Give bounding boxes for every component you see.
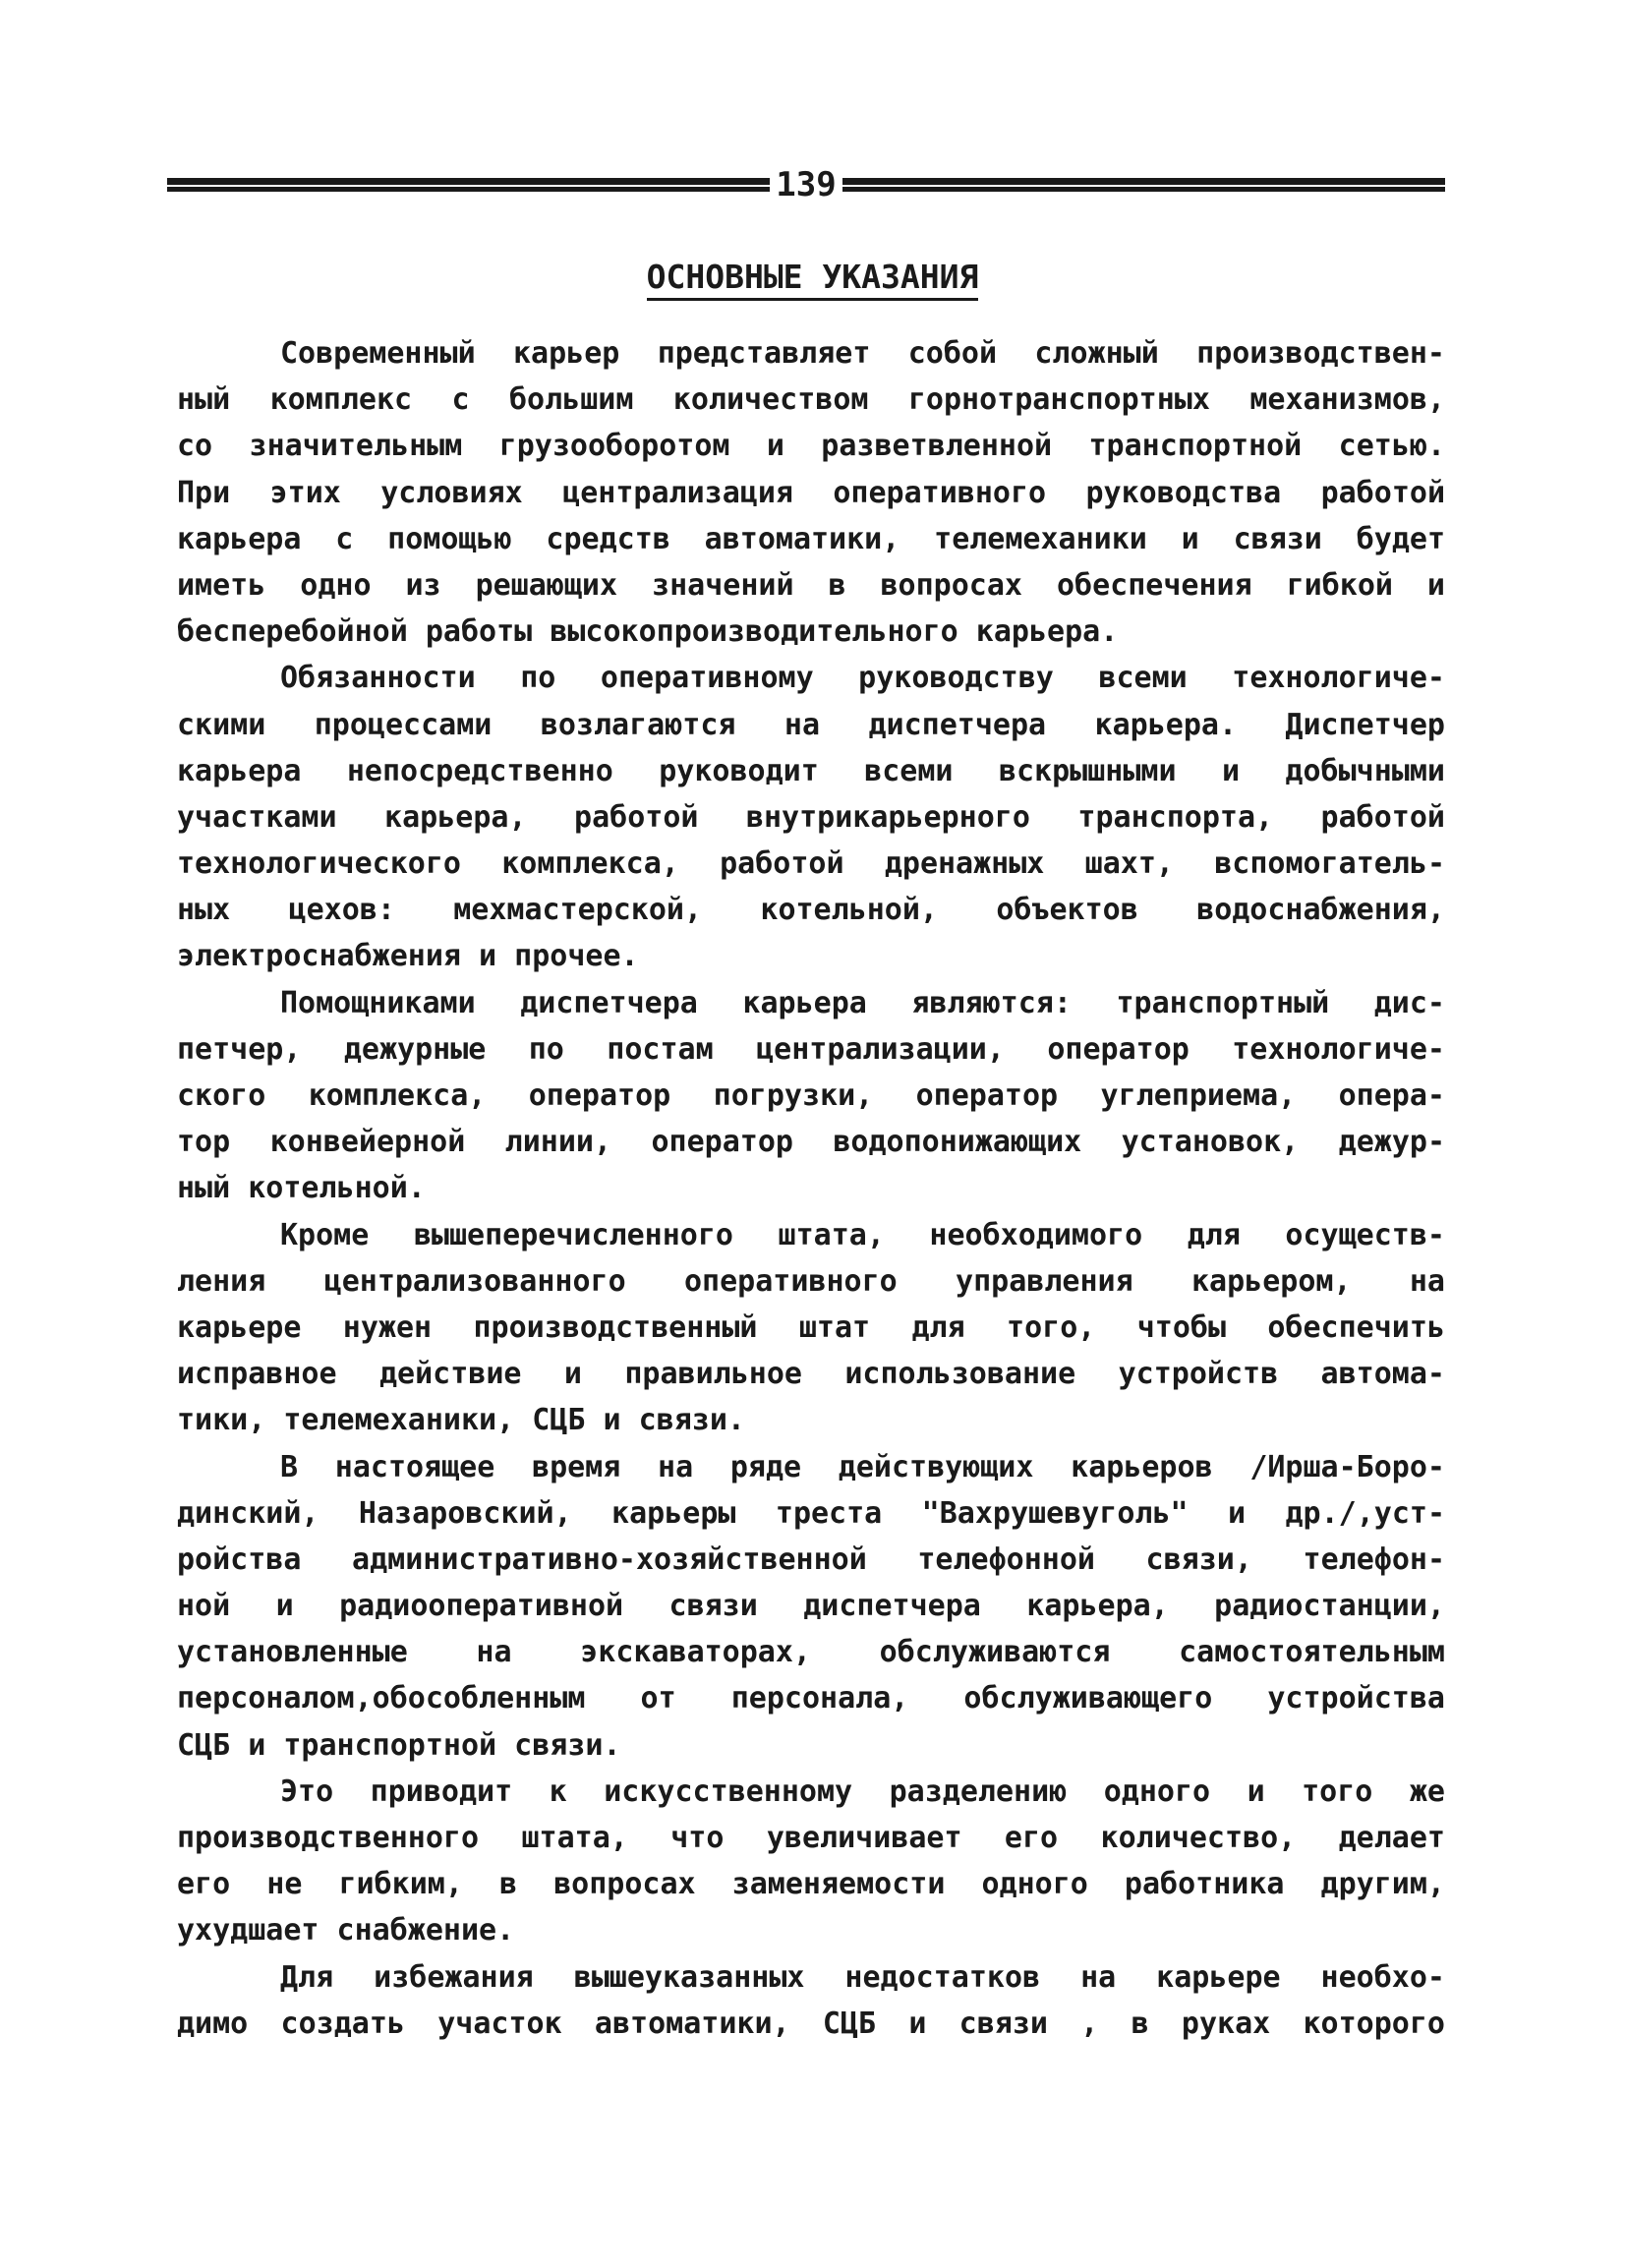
- text-line: димо создать участок автоматики, СЦБ и связи , в руках которого: [177, 2006, 1445, 2041]
- text-line: установленные на экскаваторах, обслуживаются самостоятельным: [177, 1635, 1445, 1670]
- text-line: участками карьера, работой внутрикарьерного транспорта, работой: [177, 799, 1445, 835]
- text-line: карьере нужен производственный штат для того, чтобы обеспечить: [177, 1309, 1445, 1345]
- text-line: ной и радиооперативной связи диспетчера карьера, радиостанции,: [177, 1589, 1445, 1624]
- text-line: скими процессами возлагаются на диспетчера карьера. Диспетчер: [177, 707, 1445, 742]
- paragraph: [177, 1212, 1445, 1444]
- paragraph: [177, 655, 1445, 979]
- text-line: его не гибким, в вопросах заменяемости одного работника другим,: [177, 1867, 1445, 1902]
- paragraph: [177, 1444, 1445, 1769]
- text-line: ройства административно-хозяйственной телефонной связи, телефон-: [177, 1541, 1445, 1577]
- paragraph: [177, 1769, 1445, 1954]
- text-line: производственного штата, что увеличивает его количество, делает: [177, 1821, 1445, 1855]
- text-line: ных цехов: мехмастерской, котельной, объектов водоснабжения,: [177, 893, 1445, 928]
- text-line: исправное действие и правильное использование устройств автома-: [177, 1357, 1445, 1392]
- text-line: ления централизованного оперативного управления карьером, на: [177, 1263, 1445, 1299]
- paragraph: [177, 1954, 1445, 2047]
- header-rule-right: [842, 178, 1445, 192]
- text-line: Кроме вышеперечисленного штата, необходимого для осуществ-: [280, 1217, 1445, 1252]
- text-line: электроснабжения и прочее.: [177, 939, 639, 974]
- paragraph: [177, 980, 1445, 1212]
- text-line: Современный карьер представляет собой сложный производствен-: [280, 336, 1445, 371]
- text-line: Обязанности по оперативному руководству всеми технологиче-: [280, 661, 1445, 696]
- text-line: СЦБ и транспортной связи.: [177, 1727, 621, 1763]
- page-header: [167, 165, 1445, 204]
- text-line: тики, телемеханики, СЦБ и связи.: [177, 1403, 745, 1438]
- page-number: 139: [776, 165, 837, 204]
- text-line: При этих условиях централизация оперативного руководства работой: [177, 475, 1445, 510]
- text-line: карьера непосредственно руководит всеми вскрышными и добычными: [177, 753, 1445, 788]
- text-line: динский, Назаровский, карьеры треста "Вахрушевуголь" и др./,уст-: [177, 1495, 1445, 1531]
- text-line: петчер, дежурные по постам централизации, оператор технологиче-: [177, 1031, 1445, 1067]
- text-line: ухудшает снабжение.: [177, 1913, 515, 1948]
- text-line: технологического комплекса, работой дренажных шахт, вспомогатель-: [177, 846, 1445, 882]
- text-line: В настоящее время на ряде действующих карьеров /Ирша-Боро-: [280, 1449, 1445, 1484]
- text-line: бесперебойной работы высокопроизводительного карьера.: [177, 614, 1119, 650]
- text-line: со значительным грузооборотом и разветвленной транспортной сетью.: [177, 429, 1445, 464]
- header-rule-left: [167, 178, 770, 192]
- text-line: Помощниками диспетчера карьера являются: транспортный дис-: [280, 985, 1445, 1020]
- text-line: ского комплекса, оператор погрузки, оператор углеприема, опера-: [177, 1078, 1445, 1113]
- text-line: Это приводит к искусственному разделению одного и того же: [280, 1774, 1445, 1809]
- section-title: [0, 258, 1625, 296]
- text-line: карьера с помощью средств автоматики, телемеханики и связи будет: [177, 521, 1445, 556]
- text-line: ный котельной.: [177, 1171, 426, 1206]
- text-line: персоналом,обособленным от персонала, обслуживающего устройства: [177, 1681, 1445, 1716]
- section-title-text: ОСНОВНЫЕ УКАЗАНИЯ: [647, 258, 979, 301]
- paragraph: [177, 330, 1445, 655]
- body-text: [177, 330, 1445, 2047]
- text-line: тор конвейерной линии, оператор водопонижающих установок, дежур-: [177, 1125, 1445, 1160]
- text-line: Для избежания вышеуказанных недостатков на карьере необхо-: [280, 1959, 1445, 1995]
- text-line: иметь одно из решающих значений в вопросах обеспечения гибкой и: [177, 567, 1445, 603]
- text-line: ный комплекс с большим количеством горнотранспортных механизмов,: [177, 382, 1445, 418]
